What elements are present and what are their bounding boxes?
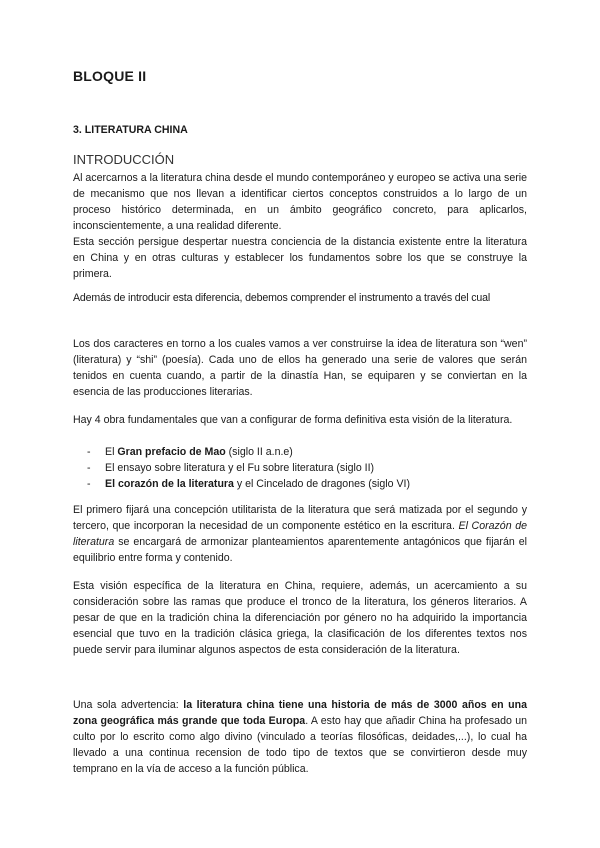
work-title-gran-prefacio: Gran prefacio de Mao bbox=[117, 446, 226, 458]
warning-paragraph: Una sola advertencia: la literatura china tiene una historia de más de 3000 años en una zona geográfica más grande que toda Europa. A esto hay que añadir China ha profesado un culto por lo escrito como algo divino (vinculado a teorías filosóficas, deidades,...), lo cual ha llevado a una continua recension de todo tipo de textos que se convirtieron desde muy temprano en la vía de acceso a la función pública. bbox=[73, 699, 528, 775]
list-item: - El Gran prefacio de Mao (siglo II a.n.e) bbox=[87, 446, 293, 458]
list-dash: - bbox=[87, 462, 91, 474]
intro-paragraph-1: Al acercarnos a la literatura china desde el mundo contemporáneo y europeo se activa una serie de mecanismo que nos llevan a identificar ciertos conceptos construidos a lo largo de un proceso histórico determinada, en un ámbito geográfico concreto, para aplicarlos, inconscientemente, a una realidad diferente. bbox=[73, 172, 527, 232]
characters-paragraph: Los dos caracteres en torno a los cuales vamos a ver construirse la idea de literatura son “wen” (literatura) y “shi” (poesía). Cada uno de ellos ha generado una serie de valores que serán tenidos en cuenta cuando, a partir de la dinastía Han, se equiparen y se conviertan en la esencia de las producciones literarias. bbox=[73, 338, 527, 398]
list-dash: - bbox=[87, 446, 91, 458]
warning-highlight: la literatura china tiene una historia de más de 3000 años en una zona geográfica más grande que toda Europa bbox=[73, 699, 527, 727]
list-dash: - bbox=[87, 478, 91, 490]
intro-heading: INTRODUCCIÓN bbox=[73, 152, 175, 167]
first-work-paragraph: El primero fijará una concepción utilitarista de la literatura que será matizada por el segundo y tercero, que incorporan la necesidad de un componente estético en la escritura. El Corazón de literatura se encargará de armonizar planteamientos aparentemente antagónicos que fijarán el equilibrio entre forma y contenido. bbox=[73, 504, 527, 564]
italic-title: El Corazón de literatura bbox=[73, 520, 527, 548]
vision-paragraph: Esta visión específica de la literatura en China, requiere, además, un acercamiento a su consideración sobre las ramas que produce el tronco de la literatura, los géneros literarios. A pesar de que en la tradición china la diferenciación por género no ha adquirido la importancia esencial que tuvo en la tradición clásica griega, la clasificación de los diferentes textos nos puede servir para iluminar algunos aspectos de esta consideración de la literatura. bbox=[73, 580, 527, 656]
work-title-corazon: El corazón de la literatura bbox=[105, 478, 234, 490]
list-item: - El corazón de la literatura y el Cincelado de dragones (siglo VI) bbox=[87, 478, 411, 490]
intro-paragraph-3: Además de introducir esta diferencia, debemos comprender el instrumento a través del cual bbox=[73, 292, 491, 304]
section-title: 3. LITERATURA CHINA bbox=[73, 124, 188, 136]
works-intro-paragraph: Hay 4 obra fundamentales que van a configurar de forma definitiva esta visión de la literatura. bbox=[73, 414, 513, 426]
work-ensayo: El ensayo sobre literatura y el Fu sobre literatura (siglo II) bbox=[105, 462, 375, 474]
works-list bbox=[73, 444, 527, 492]
intro-paragraph-2: Esta sección persigue despertar nuestra conciencia de la distancia existente entre la literatura en China y en otras culturas y establecer los fundamentos sobre los que se construye la primera. bbox=[73, 236, 527, 280]
block-heading: BLOQUE II bbox=[73, 68, 147, 84]
list-item bbox=[73, 460, 527, 476]
